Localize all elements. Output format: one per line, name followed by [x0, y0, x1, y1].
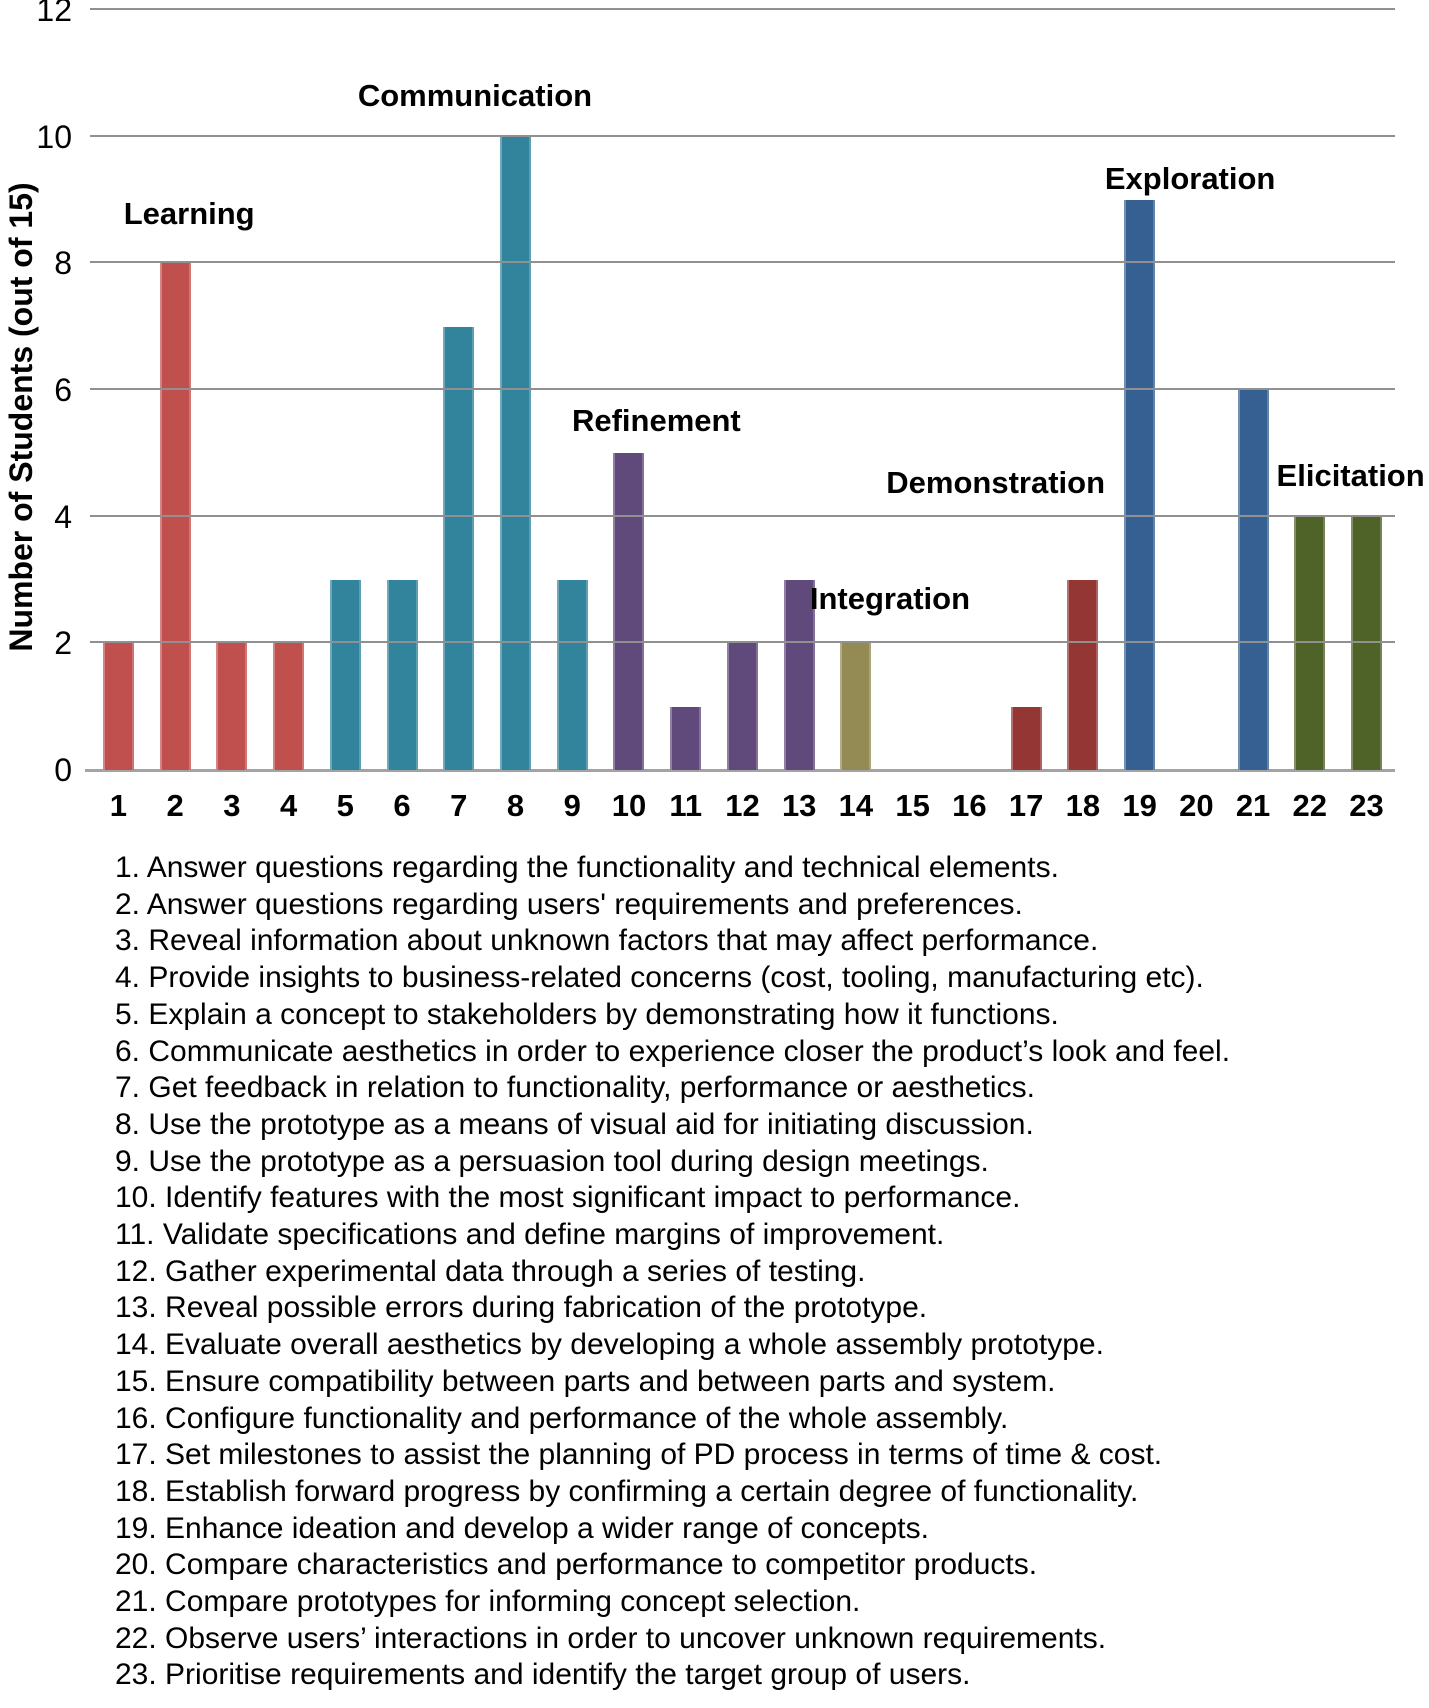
caption-item-21: 21. Compare prototypes for informing concept selection. — [115, 1585, 861, 1619]
group-label-integration: Integration — [809, 581, 971, 617]
bar-slot-10 — [601, 10, 658, 770]
caption-item-23: 23. Prioritise requirements and identify the target group of users. — [115, 1658, 971, 1692]
caption-item-20: 20. Compare characteristics and performance to competitor products. — [115, 1548, 1038, 1582]
y-tick-8: 8 — [54, 245, 72, 282]
bar-slot-8 — [487, 10, 544, 770]
caption-item-22: 22. Observe users’ interactions in order to uncover unknown requirements. — [115, 1621, 1107, 1655]
x-tick-2: 2 — [166, 788, 184, 823]
x-tick-3: 3 — [223, 788, 241, 823]
caption-item-14: 14. Evaluate overall aesthetics by developing a whole assembly prototype. — [115, 1328, 1104, 1362]
x-tick-16: 16 — [952, 788, 987, 823]
group-label-exploration: Exploration — [1104, 160, 1276, 196]
bar-21 — [1238, 390, 1269, 770]
y-tick-6: 6 — [54, 372, 72, 408]
y-tick-4: 4 — [54, 498, 72, 535]
bar-slot-5 — [317, 10, 374, 770]
bar-12 — [727, 643, 758, 770]
y-axis-title: Number of Students (out of 15) — [3, 182, 39, 652]
group-label-refinement: Refinement — [571, 403, 741, 439]
bar-18 — [1067, 580, 1098, 770]
x-tick-18: 18 — [1065, 788, 1101, 823]
bar-17 — [1011, 707, 1042, 770]
caption-item-10: 10. Identify features with the most significant impact to performance. — [115, 1181, 1021, 1215]
x-tick-8: 8 — [506, 788, 525, 823]
x-tick-13: 13 — [781, 788, 817, 823]
caption-item-9: 9. Use the prototype as a persuasion tool during design meetings. — [115, 1144, 989, 1178]
bar-10 — [613, 453, 644, 770]
group-label-demonstration: Demonstration — [886, 464, 1106, 500]
group-label-elicitation: Elicitation — [1276, 457, 1425, 493]
gridline-y-6 — [90, 388, 1395, 390]
caption-list — [115, 850, 1415, 1694]
bar-3 — [216, 643, 247, 770]
bar-slot-14 — [828, 10, 885, 770]
x-tick-14: 14 — [838, 788, 874, 823]
group-label-communication: Communication — [357, 77, 593, 113]
bar-slot-1 — [90, 10, 147, 770]
caption-item-1: 1. Answer questions regarding the functionality and technical elements. — [115, 851, 1059, 884]
caption-item-5: 5. Explain a concept to stakeholders by demonstrating how it functions. — [115, 997, 1059, 1031]
x-tick-5: 5 — [336, 788, 354, 823]
bar-8 — [500, 137, 531, 770]
bar-slot-23 — [1338, 10, 1395, 770]
bar-11 — [670, 707, 701, 770]
gridline-y-4 — [90, 515, 1395, 517]
caption-item-18: 18. Establish forward progress by confirming a certain degree of functionality. — [115, 1474, 1139, 1508]
x-tick-17: 17 — [1008, 788, 1044, 823]
bar-slot-22 — [1281, 10, 1338, 770]
caption-item-11: 11. Validate specifications and define margins of improvement. — [115, 1218, 945, 1252]
bar-1 — [103, 643, 134, 770]
bar-slot-12 — [714, 10, 771, 770]
x-tick-19: 19 — [1122, 788, 1157, 823]
x-tick-12: 12 — [725, 788, 760, 823]
x-tick-1: 1 — [109, 788, 127, 823]
y-tick-12: 12 — [36, 0, 72, 28]
bar-slot-13 — [771, 10, 828, 770]
caption-item-7: 7. Get feedback in relation to functionality, performance or aesthetics. — [115, 1071, 1035, 1105]
caption-item-16: 16. Configure functionality and performance of the whole assembly. — [115, 1401, 1009, 1435]
y-axis-ticks — [0, 0, 80, 788]
x-tick-20: 20 — [1179, 788, 1214, 823]
bar-slot-4 — [260, 10, 317, 770]
bar-4 — [273, 643, 304, 770]
bar-5 — [330, 580, 361, 770]
bar-7 — [443, 327, 474, 770]
bar-14 — [840, 643, 871, 770]
bar-slot-3 — [203, 10, 260, 770]
caption-item-8: 8. Use the prototype as a means of visual aid for initiating discussion. — [115, 1107, 1034, 1141]
bar-slot-20 — [1168, 10, 1225, 770]
x-tick-21: 21 — [1235, 788, 1271, 823]
group-label-learning: Learning — [123, 195, 255, 231]
bar-slot-6 — [374, 10, 431, 770]
x-tick-9: 9 — [563, 788, 581, 823]
bar-slot-16 — [941, 10, 998, 770]
x-tick-10: 10 — [611, 788, 647, 823]
bar-slot-9 — [544, 10, 601, 770]
bar-19 — [1124, 200, 1155, 770]
bar-9 — [557, 580, 588, 770]
caption-item-13: 13. Reveal possible errors during fabrication of the prototype. — [115, 1291, 928, 1325]
caption-item-3: 3. Reveal information about unknown factors that may affect performance. — [115, 924, 1099, 958]
bar-slot-11 — [657, 10, 714, 770]
plot-area — [90, 10, 1425, 770]
caption-item-19: 19. Enhance ideation and develop a wider range of concepts. — [115, 1511, 929, 1545]
x-tick-22: 22 — [1292, 788, 1328, 823]
y-tick-0: 0 — [54, 752, 72, 788]
bar-slot-19 — [1111, 10, 1168, 770]
bar-slot-17 — [998, 10, 1055, 770]
x-axis-ticks — [90, 788, 1395, 824]
caption-item-17: 17. Set milestones to assist the planning of PD process in terms of time & cost. — [115, 1438, 1163, 1472]
caption-item-12: 12. Gather experimental data through a series of testing. — [115, 1254, 866, 1288]
bars-container — [90, 10, 1395, 770]
caption-item-4: 4. Provide insights to business-related concerns (cost, tooling, manufacturing etc). — [115, 961, 1204, 995]
y-tick-2: 2 — [54, 625, 72, 662]
bar-slot-7 — [430, 10, 487, 770]
bar-6 — [387, 580, 418, 770]
bar-slot-21 — [1225, 10, 1282, 770]
x-tick-11: 11 — [669, 788, 703, 823]
caption-item-6: 6. Communicate aesthetics in order to experience closer the product’s look and feel. — [115, 1034, 1231, 1068]
gridline-y-2 — [90, 641, 1395, 643]
x-tick-7: 7 — [450, 788, 468, 823]
gridline-y-10 — [90, 135, 1395, 137]
gridline-y-12 — [90, 8, 1395, 10]
x-tick-23: 23 — [1349, 788, 1384, 823]
x-tick-6: 6 — [393, 788, 411, 823]
bar-slot-15 — [884, 10, 941, 770]
x-tick-4: 4 — [279, 788, 298, 823]
y-tick-10: 10 — [36, 118, 72, 155]
gridline-y-8 — [90, 261, 1395, 263]
caption-item-2: 2. Answer questions regarding users' requirements and preferences. — [115, 887, 1023, 921]
bar-slot-2 — [147, 10, 204, 770]
x-tick-15: 15 — [895, 788, 930, 823]
bar-slot-18 — [1054, 10, 1111, 770]
bar-2 — [160, 263, 191, 770]
bar-chart-figure — [0, 0, 1429, 845]
caption-item-15: 15. Ensure compatibility between parts and between parts and system. — [115, 1364, 1056, 1398]
